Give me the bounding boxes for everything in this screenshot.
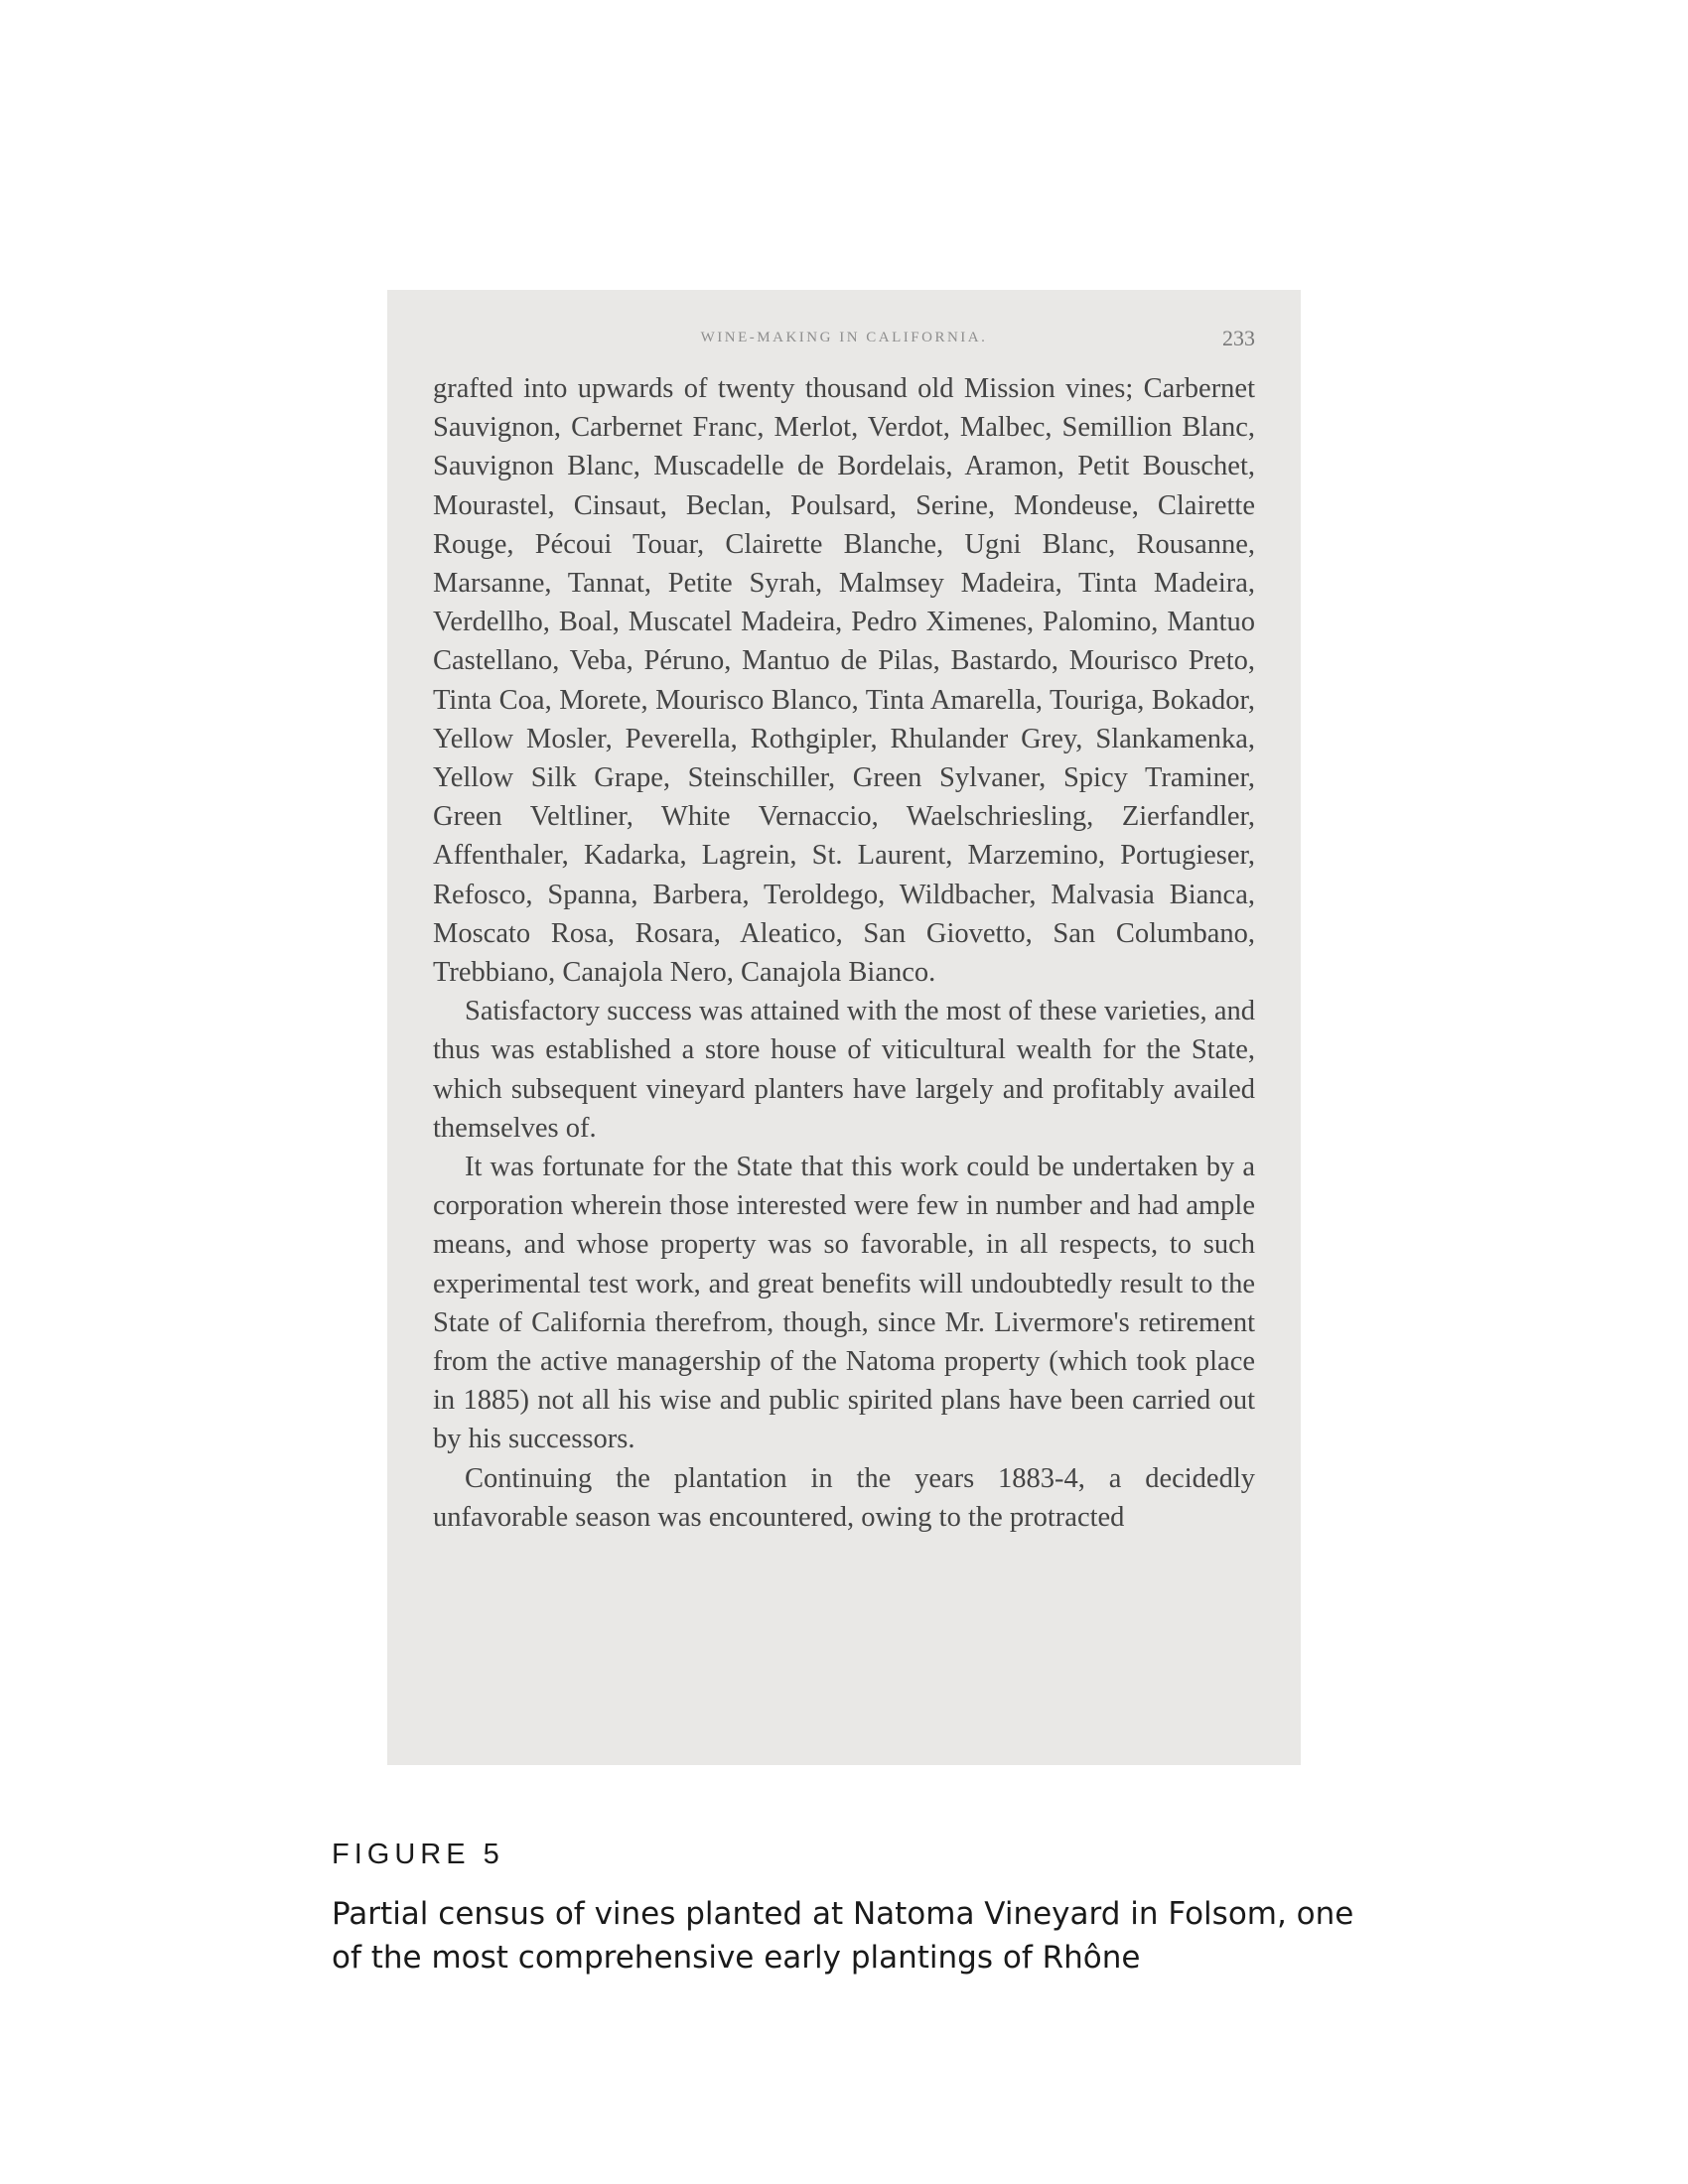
- running-head: [433, 326, 1255, 357]
- paragraph-vine-list: grafted into upwards of twenty thousand old Mission vines; Carbernet Sauvignon, Carbernet Franc, Merlot, Verdot, Malbec, Semillion Blanc, Sauvignon Blanc, Muscadelle de Bordelais, Aramon, Petit Bouschet, Mourastel, Cinsaut, Beclan, Poulsard, Serine, Mondeuse, Clairette Rouge, Pécoui Touar, Clairette Blanche, Ugni Blanc, Rousanne, Marsanne, Tannat, Petite Syrah, Malmsey Madeira, Tinta Madeira, Verdellho, Boal, Muscatel Madeira, Pedro Ximenes, Palomino, Mantuo Castellano, Veba, Péruno, Mantuo de Pilas, Bastardo, Mourisco Preto, Tinta Coa, Morete, Mourisco Blanco, Tinta Amarella, Touriga, Bokador, Yellow Mosler, Peverella, Rothgipler, Rhulander Grey, Slankamenka, Yellow Silk Grape, Steinschiller, Green Sylvaner, Spicy Traminer, Green Veltliner, White Vernaccio, Waelschriesling, Zierfandler, Affenthaler, Kadarka, Lagrein, St. Laurent, Marzemino, Portugieser, Refosco, Spanna, Barbera, Teroldego, Wildbacher, Malvasia Bianca, Moscato Rosa, Rosara, Aleatico, San Giovetto, San Columbano, Trebbiano, Canajola Nero, Canajola Bianco.: [433, 373, 1255, 989]
- figure-caption: Partial census of vines planted at Natoma Vineyard in Folsom, one of the most comprehensive early plantings of Rhône: [332, 1896, 1354, 1976]
- page-body: [433, 369, 1255, 1537]
- paragraph-continuing: Continuing the plantation in the years 1883-4, a decidedly unfavorable season was encountered, owing to the protracted: [433, 1462, 1255, 1533]
- running-title: WINE-MAKING IN CALIFORNIA.: [700, 330, 988, 345]
- scanned-book-page: [387, 290, 1301, 1765]
- paragraph-success: Satisfactory success was attained with the most of these varieties, and thus was established a store house of viticultural wealth for the State, which subsequent vineyard planters have largely and profitably availed themselves of.: [433, 996, 1255, 1144]
- page-number: 233: [1222, 326, 1255, 350]
- paragraph-fortunate: It was fortunate for the State that this work could be undertaken by a corporation wherein those interested were few in number and had ample means, and whose property was so favorable, in all respects, to such experimental test work, and great benefits will undoubtedly result to the State of California therefrom, though, since Mr. Livermore's retirement from the active managership of the Natoma property (which took place in 1885) not all his wise and public spirited plans have been carried out by his successors.: [433, 1152, 1255, 1455]
- figure-label: FIGURE 5: [332, 1839, 504, 1870]
